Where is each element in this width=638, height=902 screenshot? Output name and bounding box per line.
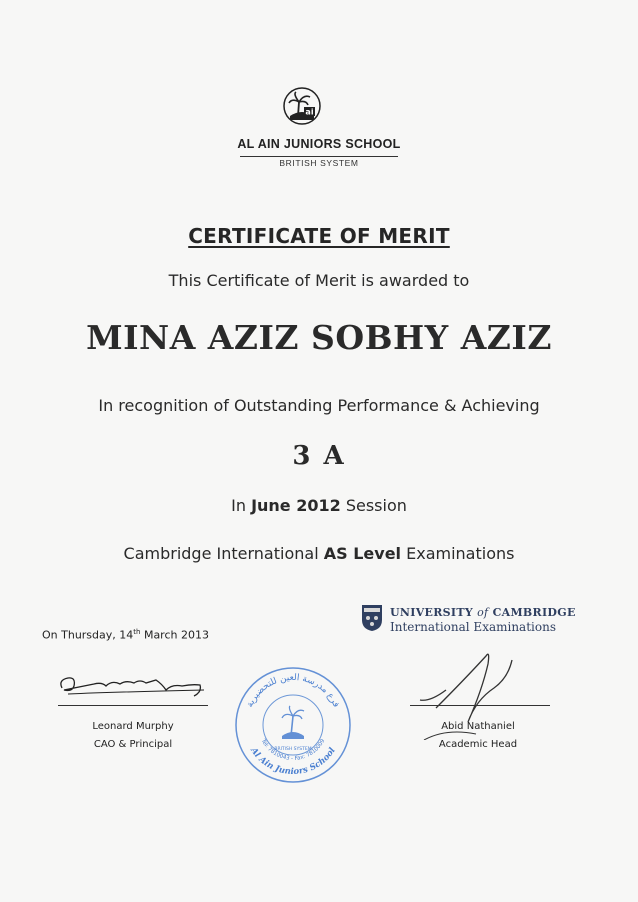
cambridge-title-a: UNIVERSITY xyxy=(390,606,473,619)
cambridge-title-b: CAMBRIDGE xyxy=(492,606,576,619)
exams-line xyxy=(0,544,638,563)
session-value: June 2012 xyxy=(251,496,341,515)
exams-prefix: Cambridge International xyxy=(123,544,319,563)
stamp-school-text: Al Ain Juniors School xyxy=(248,746,338,778)
award-date xyxy=(42,628,209,642)
school-name: AL AIN JUNIORS SCHOOL xyxy=(237,137,401,151)
right-signatory-name: Abid Nathaniel xyxy=(441,721,515,732)
recipient-name: MINA AZIZ SOBHY AZIZ xyxy=(86,318,552,357)
school-name-divider xyxy=(240,156,398,157)
left-signatory-title: CAO & Principal xyxy=(93,739,173,750)
awarded-to-text: This Certificate of Merit is awarded to xyxy=(168,271,470,290)
grade: 3 A xyxy=(292,441,346,471)
cambridge-crest-icon xyxy=(361,604,383,632)
principal-signature xyxy=(54,660,214,704)
cambridge-subtitle: International Examinations xyxy=(390,620,556,634)
stamp-arabic-text: فرع مدرسة العين للتحضيرية xyxy=(245,672,341,710)
school-logo-icon xyxy=(282,86,322,126)
stamp-palm-icon xyxy=(282,706,304,739)
recognition-text: In recognition of Outstanding Performance & Achieving xyxy=(98,396,540,415)
date-rest: March 2013 xyxy=(143,628,209,642)
cambridge-title-of: of xyxy=(477,606,489,619)
date-prefix: On Thursday, 14 xyxy=(42,628,134,642)
right-signatory xyxy=(408,718,548,754)
stamp-tel-text: Tel: 7810043 - Fax: 7810009 xyxy=(259,738,327,763)
left-signature-line xyxy=(58,705,208,706)
session-prefix: In xyxy=(231,496,246,515)
left-signatory xyxy=(58,718,208,754)
exams-suffix: Examinations xyxy=(406,544,515,563)
session-suffix: Session xyxy=(345,496,407,515)
school-subtitle: BRITISH SYSTEM xyxy=(279,158,359,168)
right-signature-line xyxy=(410,705,550,706)
session-line xyxy=(0,496,638,515)
exams-level: AS Level xyxy=(323,544,402,563)
certificate-title: CERTIFICATE OF MERIT xyxy=(188,224,450,248)
logo-text: ai xyxy=(305,107,314,117)
left-signatory-name: Leonard Murphy xyxy=(92,721,174,732)
right-signatory-title: Academic Head xyxy=(438,739,518,750)
school-stamp xyxy=(232,664,354,786)
stamp-middle-text: BRITISH SYSTEM xyxy=(274,747,312,752)
cambridge-title xyxy=(390,606,576,619)
date-ordinal: th xyxy=(133,628,141,636)
